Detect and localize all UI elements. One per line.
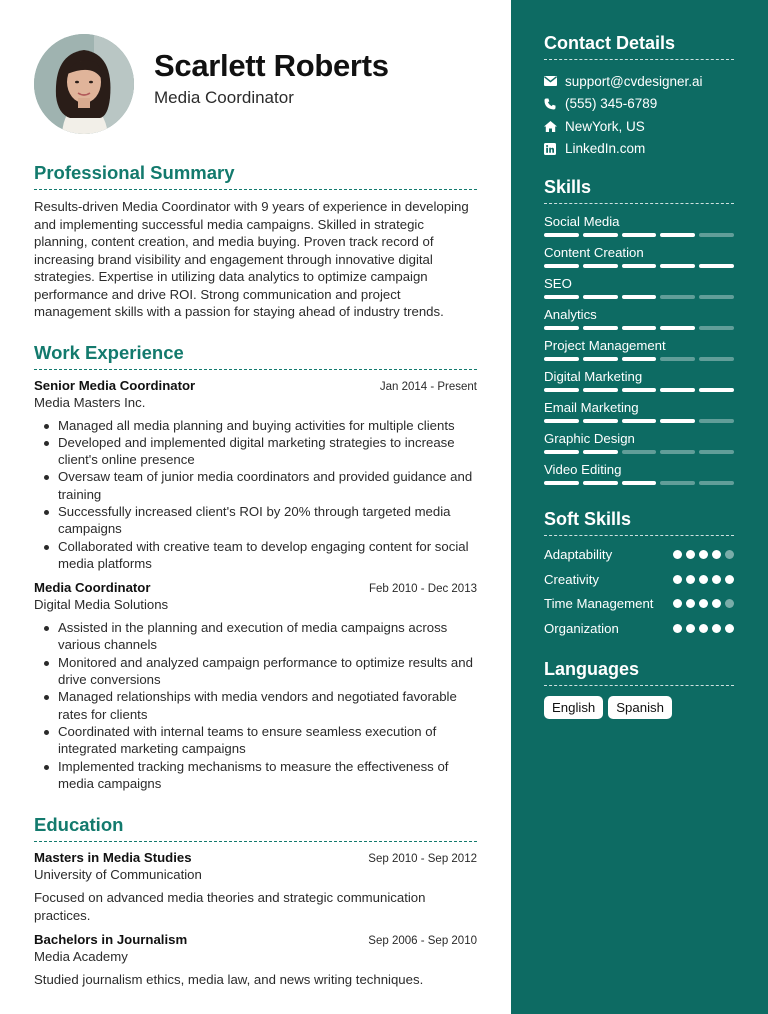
school: Media Academy — [34, 949, 128, 965]
contact-section — [544, 33, 734, 160]
skill-level-segment — [583, 450, 618, 454]
job-role: Media Coordinator — [34, 580, 151, 596]
summary-heading: Professional Summary — [34, 162, 477, 190]
job-bullets — [34, 417, 477, 573]
contact-phone[interactable] — [544, 93, 734, 116]
job-entry — [34, 378, 477, 573]
bullet-item: Monitored and analyzed campaign performance to optimize results and drive conversions — [34, 654, 477, 689]
skill-level-segment — [544, 233, 579, 237]
skill-level-segment — [660, 357, 695, 361]
soft-skill-name: Organization — [544, 620, 619, 636]
degree: Bachelors in Journalism — [34, 932, 188, 948]
contact-email-text: support@cvdesigner.ai — [565, 73, 703, 89]
skill-level-bar — [544, 264, 734, 268]
languages-list — [544, 696, 734, 719]
skill-level-segment — [583, 481, 618, 485]
skill-level-segment — [544, 357, 579, 361]
rating-dot — [712, 550, 721, 559]
skill-level-segment — [660, 326, 695, 330]
skill-name: SEO — [544, 276, 572, 291]
skill-name: Social Media — [544, 214, 620, 229]
contact-linkedin-text: LinkedIn.com — [565, 141, 646, 157]
contact-phone-text: (555) 345-6789 — [565, 96, 658, 112]
education-entry — [34, 850, 477, 924]
sidebar — [511, 0, 768, 1014]
rating-dot — [686, 550, 695, 559]
job-company: Media Masters Inc. — [34, 394, 146, 410]
skill-name: Project Management — [544, 338, 666, 353]
rating-dot — [699, 624, 708, 633]
rating-dot — [725, 599, 734, 608]
contact-location — [544, 115, 734, 138]
summary-text: Results-driven Media Coordinator with 9 years of experience in developing and implementing successful media campaigns. Skilled in strategic planning, content creation, and media buying. Proven track record of increasing brand visibility and engagement through innovative digital strategies. Expertise in utilizing data analytics to optimize campaign performance and drive ROI. Strong communication and project management skills with a passion for staying ahead of industry trends. — [34, 199, 469, 319]
skill-name: Analytics — [544, 307, 597, 322]
skill-level-bar — [544, 326, 734, 330]
skill-level-segment — [699, 326, 734, 330]
soft-skill-rating — [673, 595, 734, 608]
skill-level-segment — [699, 419, 734, 423]
rating-dot — [699, 575, 708, 584]
skill-item — [544, 245, 734, 268]
skill-level-segment — [583, 295, 618, 299]
bullet-item: Coordinated with internal teams to ensure seamless execution of integrated marketing campaigns — [34, 723, 477, 758]
rating-dot — [686, 599, 695, 608]
contact-heading: Contact Details — [544, 33, 734, 60]
skill-name: Graphic Design — [544, 431, 635, 446]
contact-location-text: NewYork, US — [565, 118, 645, 134]
rating-dot — [712, 575, 721, 584]
education-entry — [34, 932, 477, 989]
job-date: Feb 2010 - Dec 2013 — [368, 583, 477, 596]
skill-level-segment — [544, 450, 579, 454]
bullet-item: Implemented tracking mechanisms to measure the effectiveness of media campaigns — [34, 758, 477, 793]
skill-level-segment — [660, 388, 695, 392]
skill-level-segment — [699, 357, 734, 361]
rating-dot — [712, 599, 721, 608]
skill-level-segment — [622, 264, 657, 268]
skill-level-segment — [660, 481, 695, 485]
skill-level-segment — [699, 233, 734, 237]
degree: Masters in Media Studies — [34, 850, 192, 866]
skill-level-segment — [622, 295, 657, 299]
rating-dot — [686, 575, 695, 584]
rating-dot — [673, 599, 682, 608]
skill-level-segment — [583, 357, 618, 361]
skill-item — [544, 400, 734, 423]
skill-name: Digital Marketing — [544, 369, 643, 384]
soft-skill-item — [544, 620, 734, 638]
phone-icon — [544, 98, 565, 110]
skill-item — [544, 369, 734, 392]
skill-level-segment — [699, 481, 734, 485]
skill-level-segment — [660, 419, 695, 423]
skill-level-segment — [622, 357, 657, 361]
soft-skill-rating — [673, 571, 734, 584]
education-description: Studied journalism ethics, media law, and news writing techniques. — [34, 972, 424, 988]
skill-level-segment — [583, 233, 618, 237]
skill-level-segment — [660, 295, 695, 299]
skill-level-segment — [660, 233, 695, 237]
bullet-item: Developed and implemented digital marketing strategies to increase client's online presence — [34, 434, 477, 469]
rating-dot — [725, 624, 734, 633]
skill-level-segment — [622, 388, 657, 392]
skill-name: Content Creation — [544, 245, 644, 260]
skill-level-bar — [544, 295, 734, 299]
skill-level-segment — [699, 264, 734, 268]
bullet-item: Collaborated with creative team to develop engaging content for social media platforms — [34, 538, 477, 573]
rating-dot — [686, 624, 695, 633]
education-description: Focused on advanced media theories and strategic communication practices. — [34, 890, 426, 923]
skills-section — [544, 177, 734, 485]
job-bullets — [34, 619, 477, 792]
soft-skill-name: Time Management — [544, 596, 654, 611]
skill-level-segment — [699, 388, 734, 392]
languages-heading: Languages — [544, 659, 734, 686]
skill-level-segment — [544, 481, 579, 485]
skill-level-segment — [622, 233, 657, 237]
skill-level-bar — [544, 419, 734, 423]
candidate-name: Scarlett Roberts — [154, 48, 389, 83]
skill-level-segment — [544, 295, 579, 299]
soft-skill-item — [544, 546, 734, 564]
skill-item — [544, 338, 734, 361]
soft-skill-rating — [673, 620, 734, 633]
skill-level-segment — [583, 419, 618, 423]
languages-section — [544, 659, 734, 719]
skill-level-segment — [622, 326, 657, 330]
skill-level-segment — [622, 481, 657, 485]
bullet-item: Managed relationships with media vendors and negotiated favorable rates for clients — [34, 688, 477, 723]
rating-dot — [725, 550, 734, 559]
soft-skills-section — [544, 509, 734, 637]
skills-list — [544, 214, 734, 485]
skill-level-segment — [583, 326, 618, 330]
soft-skills-list — [544, 546, 734, 637]
linkedin-icon — [544, 143, 565, 155]
home-icon — [544, 121, 565, 132]
resume-header — [34, 0, 477, 150]
job-role: Senior Media Coordinator — [34, 377, 196, 393]
skill-name: Video Editing — [544, 462, 622, 477]
skill-level-segment — [583, 264, 618, 268]
skill-level-segment — [622, 419, 657, 423]
skill-level-bar — [544, 357, 734, 361]
skill-item — [544, 462, 734, 485]
rating-dot — [699, 550, 708, 559]
rating-dot — [673, 624, 682, 633]
bullet-item: Successfully increased client's ROI by 20% through targeted media campaigns — [34, 503, 477, 538]
skill-item — [544, 276, 734, 299]
candidate-title: Media Coordinator — [154, 88, 294, 107]
soft-skills-heading: Soft Skills — [544, 509, 734, 536]
bullet-item: Managed all media planning and buying activities for multiple clients — [34, 417, 477, 434]
job-entry — [34, 580, 477, 792]
bullet-item: Oversaw team of junior media coordinators and provided guidance and training — [34, 468, 477, 503]
job-company: Digital Media Solutions — [34, 597, 169, 613]
education-heading: Education — [34, 814, 477, 842]
soft-skill-name: Creativity — [544, 571, 599, 587]
soft-skill-name: Adaptability — [544, 547, 613, 562]
soft-skill-item — [544, 595, 734, 613]
work-experience-section — [34, 342, 477, 793]
skill-level-segment — [699, 295, 734, 299]
language-badge: Spanish — [608, 696, 672, 719]
school: University of Communication — [34, 867, 202, 883]
skill-level-segment — [699, 450, 734, 454]
soft-skill-item — [544, 571, 734, 589]
language-badge: English — [544, 696, 603, 719]
contact-linkedin[interactable] — [544, 138, 734, 161]
summary-section — [34, 162, 477, 321]
skill-level-bar — [544, 450, 734, 454]
envelope-icon — [544, 76, 565, 86]
skill-item — [544, 307, 734, 330]
skill-level-segment — [660, 450, 695, 454]
skill-level-segment — [583, 388, 618, 392]
bullet-item: Assisted in the planning and execution of media campaigns across various channels — [34, 619, 477, 654]
skill-name: Email Marketing — [544, 400, 639, 415]
skill-level-bar — [544, 233, 734, 237]
skill-level-segment — [544, 264, 579, 268]
rating-dot — [673, 575, 682, 584]
skill-item — [544, 431, 734, 454]
work-experience-heading: Work Experience — [34, 342, 477, 370]
contact-email[interactable] — [544, 70, 734, 93]
skill-level-segment — [544, 326, 579, 330]
soft-skill-rating — [673, 546, 734, 559]
skill-level-segment — [622, 450, 657, 454]
education-date: Sep 2010 - Sep 2012 — [368, 853, 477, 866]
education-section — [34, 814, 477, 989]
skill-level-bar — [544, 388, 734, 392]
rating-dot — [712, 624, 721, 633]
skill-level-segment — [544, 419, 579, 423]
skill-level-segment — [544, 388, 579, 392]
skills-heading: Skills — [544, 177, 734, 204]
rating-dot — [673, 550, 682, 559]
avatar — [34, 34, 134, 134]
rating-dot — [725, 575, 734, 584]
rating-dot — [699, 599, 708, 608]
job-date: Jan 2014 - Present — [379, 380, 477, 393]
education-date: Sep 2006 - Sep 2010 — [368, 935, 477, 948]
skill-level-bar — [544, 481, 734, 485]
skill-item — [544, 214, 734, 237]
skill-level-segment — [660, 264, 695, 268]
